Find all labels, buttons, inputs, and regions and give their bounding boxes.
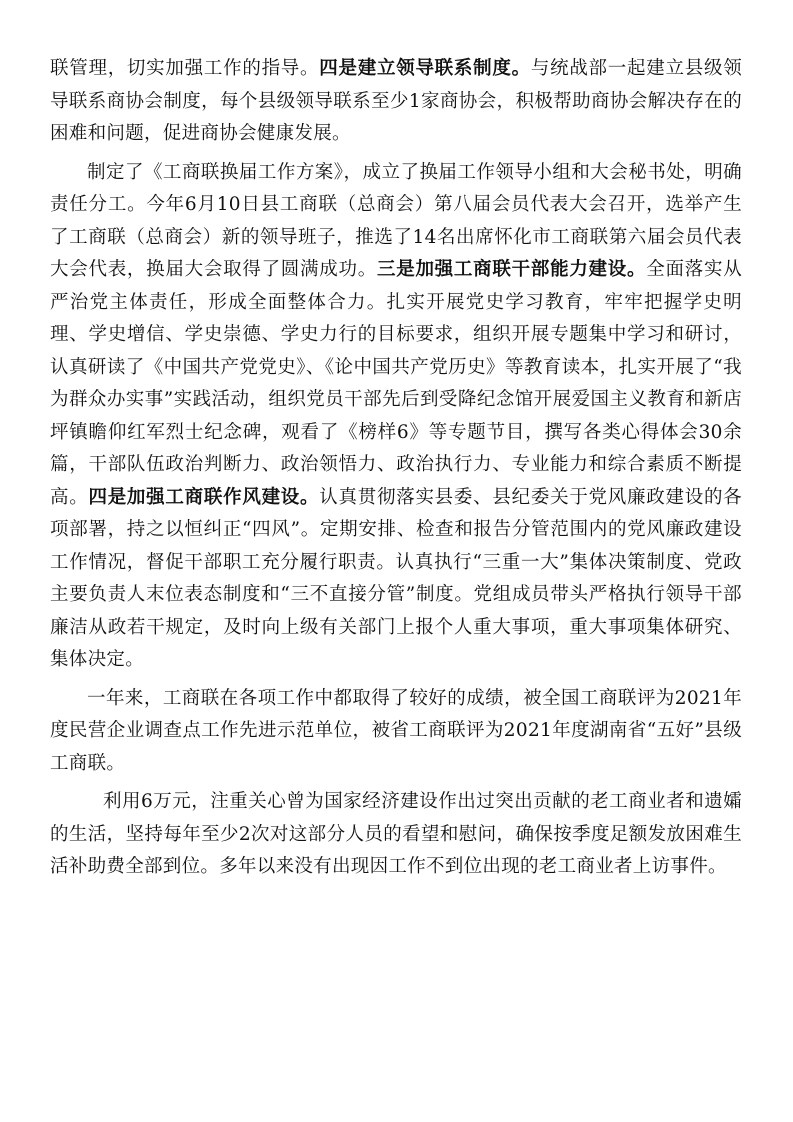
paragraph-leader-contact	[50, 53, 742, 151]
paragraph-text: 一年来，工商联在各项工作中都取得了较好的成绩，被全国工商联评为2021年度民营企业调查点工作先进示范单位，被省工商联评为2021年度湖南省“五好”县级工商联。	[50, 687, 742, 774]
paragraph-text: 与统战部一起建立县级领导联系商协会制度，每个县级领导联系至少1家商协会，积极帮助商协会解决存在的困难和问题，促进商协会健康发展。	[50, 58, 742, 144]
bold-heading-work-style: 四是加强工商联作风建设。	[88, 486, 320, 508]
paragraph-text: 认真贯彻落实县委、县纪委关于党风廉政建设的各项部署，持之以恒纠正“四风”。定期安排、检查和报告分管范围内的党风廉政建设工作情况，督促干部职工充分履行职责。认真执行“三重一大”集体决策制度、党政主要负责人末位表态制度和“三不直接分管”制度。党组成员带头严格执行领导干部廉洁从政若干规定，及时向上级有关部门上报个人重大事项，重大事项集体研究、集体决定。	[50, 486, 742, 670]
paragraph-text: 联管理，切实加强工作的指导。	[50, 58, 320, 79]
paragraph-achievements	[50, 683, 742, 781]
bold-heading-leader-contact: 四是建立领导联系制度。	[319, 58, 531, 79]
bold-heading-capacity-building: 三是加强工商联干部能力建设。	[376, 259, 647, 280]
paragraph-text: 全面落实从严治党主体责任，形成全面整体合力。扎实开展党史学习教育，牢牢把握学史明理、学史增信、学史崇德、学史力行的目标要求，组织开展专题集中学习和研讨，认真研读了《中国共产党党史》、《论中国共产党历史》等教育读本，扎实开展了“我为群众办实事”实践活动，组织党员干部先后到受降纪念馆开展爱国主义教育和新店坪镇瞻仰红军烈士纪念碑，观看了《榜样6》等专题节目，撰写各类心得体会30余篇，干部队伍政治判断力、政治领悟力、政治执行力、专业能力和综合素质不断提高。	[50, 259, 743, 508]
document-body	[50, 53, 742, 884]
paragraph-election-and-capacity	[50, 157, 742, 677]
paragraph-veteran-care	[50, 786, 742, 884]
paragraph-text: 制定了《工商联换届工作方案》，成立了换届工作领导小组和大会秘书处，明确责任分工。今年6月10日县工商联（总商会）第八届会员代表大会召开，选举产生了工商联（总商会）新的领导班子，推选了14名出席怀化市工商联第六届会员代表大会代表，换届大会取得了圆满成功。	[50, 161, 742, 280]
paragraph-text: 利用6万元，注重关心曾为国家经济建设作出过突出贡献的老工商业者和遗孀的生活，坚持每年至少2次对这部分人员的看望和慰问，确保按季度足额发放困难生活补助费全部到位。多年以来没有出现因工作不到位出现的老工商业者上访事件。	[50, 791, 742, 877]
